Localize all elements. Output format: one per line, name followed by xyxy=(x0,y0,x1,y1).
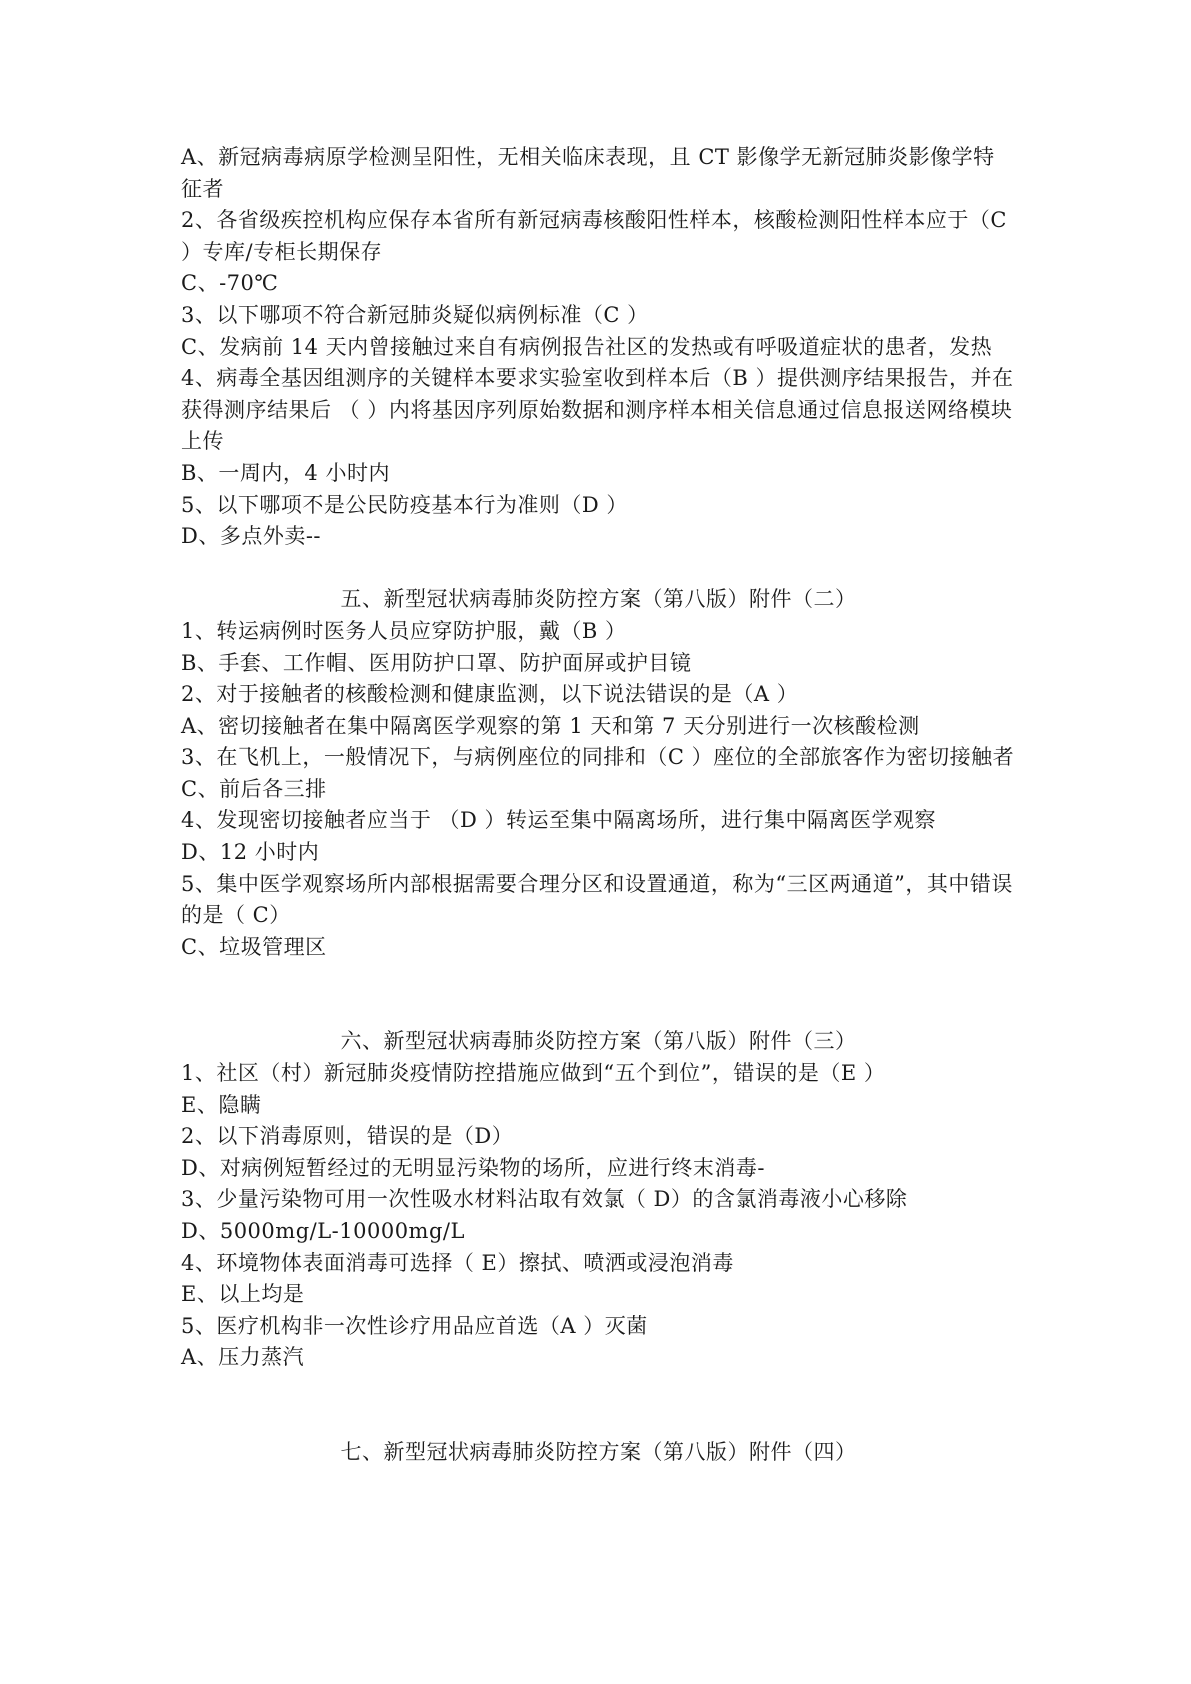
answer-line: A、密切接触者在集中隔离医学观察的第 1 天和第 7 天分别进行一次核酸检测 xyxy=(181,713,920,738)
question-line: 3、在飞机上，一般情况下，与病例座位的同排和（C ）座位的全部旅客作为密切接触者 xyxy=(181,745,1015,770)
section-five xyxy=(181,584,1016,963)
question-line: 4、发现密切接触者应当于 （D ）转运至集中隔离场所，进行集中隔离医学观察 xyxy=(181,808,937,833)
question-line: 5、医疗机构非一次性诊疗用品应首选（A ）灭菌 xyxy=(181,1313,648,1338)
answer-line: A、新冠病毒病原学检测呈阳性，无相关临床表现，且 CT 影像学无新冠肺炎影像学特征者 xyxy=(181,145,995,201)
answer-line: D、多点外卖-- xyxy=(181,524,322,549)
answer-line: C、前后各三排 xyxy=(181,776,327,801)
answer-line: A、压力蒸汽 xyxy=(181,1345,305,1370)
section-heading: 七、新型冠状病毒肺炎防控方案（第八版）附件（四） xyxy=(340,1439,857,1464)
answer-line: B、手套、工作帽、医用防护口罩、防护面屏或护目镜 xyxy=(181,650,692,675)
question-line: 4、环境物体表面消毒可选择（ E）擦拭、喷洒或浸泡消毒 xyxy=(181,1250,734,1275)
answer-line: E、以上均是 xyxy=(181,1282,305,1307)
answer-line: C、垃圾管理区 xyxy=(181,934,327,959)
question-line: 5、以下哪项不是公民防疫基本行为准则（D ） xyxy=(181,492,628,517)
section-heading: 五、新型冠状病毒肺炎防控方案（第八版）附件（二） xyxy=(340,587,857,612)
section-heading: 六、新型冠状病毒肺炎防控方案（第八版）附件（三） xyxy=(340,1029,857,1054)
question-line: 2、各省级疾控机构应保存本省所有新冠病毒核酸阳性样本，核酸检测阳性样本应于（C ）专库/专柜长期保存 xyxy=(181,208,1015,264)
spacer xyxy=(181,1374,1016,1437)
answer-line: C、-70℃ xyxy=(181,271,279,296)
question-group xyxy=(181,142,1016,553)
section-six xyxy=(181,1026,1016,1374)
answer-line: B、一周内，4 小时内 xyxy=(181,460,390,485)
spacer xyxy=(181,963,1016,1026)
spacer xyxy=(181,553,1016,585)
section-seven xyxy=(181,1437,1016,1469)
question-line: 3、以下哪项不符合新冠肺炎疑似病例标准（C ） xyxy=(181,302,649,327)
question-line: 3、少量污染物可用一次性吸水材料沾取有效氯（ D）的含氯消毒液小心移除 xyxy=(181,1187,908,1212)
question-line: 4、病毒全基因组测序的关键样本要求实验室收到样本后（B ）提供测序结果报告，并在获得测序结果后 （ ）内将基因序列原始数据和测序样本相关信息通过信息报送网络模块上传 xyxy=(181,366,1014,454)
question-line: 2、以下消毒原则，错误的是（D） xyxy=(181,1124,514,1149)
answer-line: D、对病例短暂经过的无明显污染物的场所，应进行终末消毒- xyxy=(181,1155,765,1180)
question-line: 5、集中医学观察场所内部根据需要合理分区和设置通道，称为“三区两通道”，其中错误的是（ C） xyxy=(181,871,1013,928)
answer-line: D、5000mg/L-10000mg/L xyxy=(181,1219,465,1243)
question-line: 1、转运病例时医务人员应穿防护服，戴（B ） xyxy=(181,618,627,643)
answer-line: D、12 小时内 xyxy=(181,840,320,865)
question-line: 1、社区（村）新冠肺炎疫情防控措施应做到“五个到位”，错误的是（E ） xyxy=(181,1061,886,1086)
question-line: 2、对于接触者的核酸检测和健康监测，以下说法错误的是（A ） xyxy=(181,682,799,707)
document-body xyxy=(181,142,1016,1469)
answer-line: E、隐瞒 xyxy=(181,1092,262,1117)
answer-line: C、发病前 14 天内曾接触过来自有病例报告社区的发热或有呼吸道症状的患者，发热 xyxy=(181,334,993,359)
